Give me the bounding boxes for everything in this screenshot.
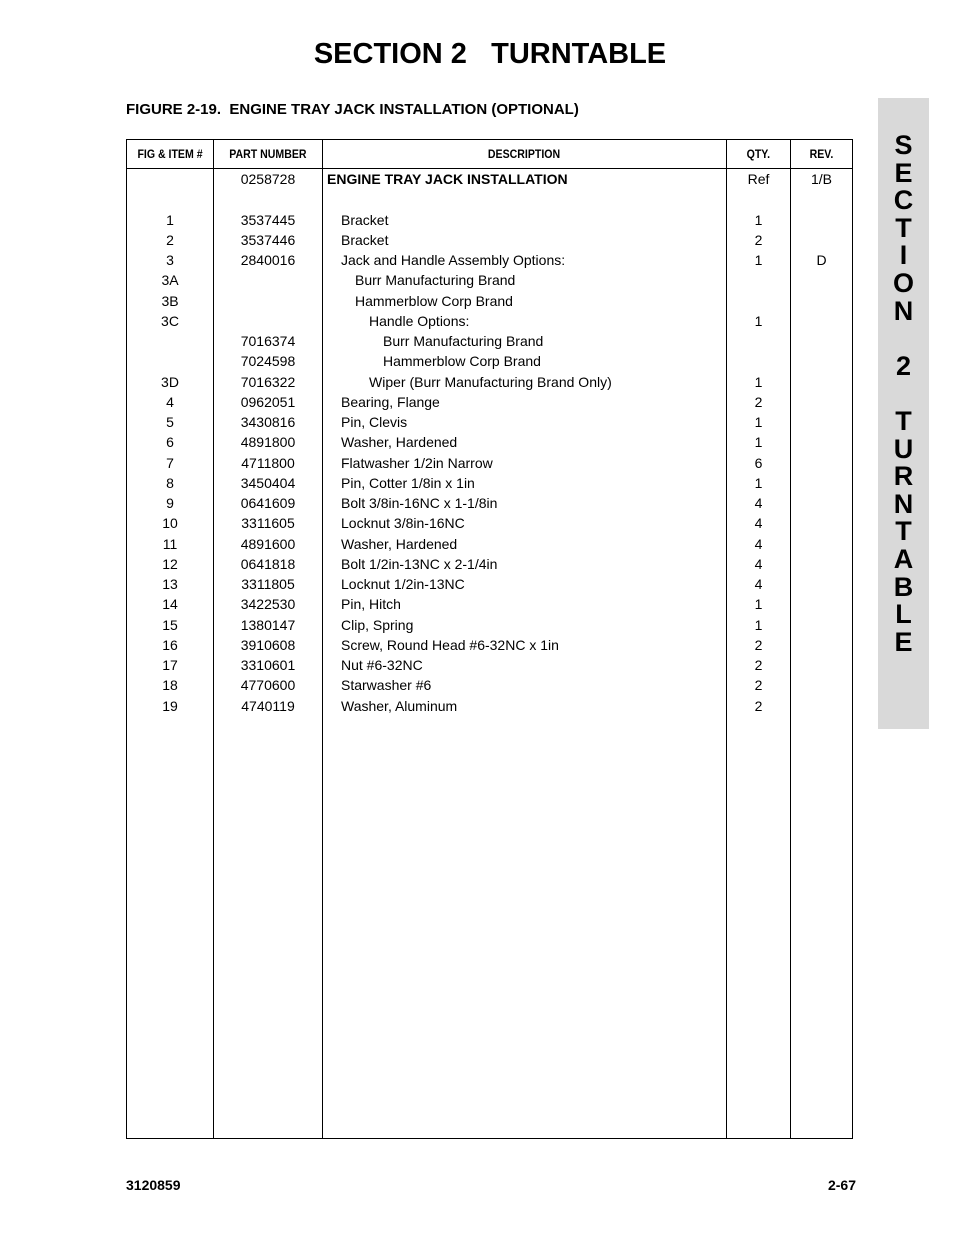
part-description: Locknut 3/8in-16NC <box>341 515 465 532</box>
part-number: 0641609 <box>240 495 296 511</box>
quantity: 2 <box>754 636 763 653</box>
item-number: 4 <box>166 393 174 410</box>
part-number: 1380147 <box>240 616 296 633</box>
side-tab-letter <box>878 325 929 353</box>
revision <box>791 615 852 635</box>
part-number: 7024598 <box>240 353 296 370</box>
quantity: 4 <box>754 495 763 511</box>
revision <box>791 635 852 655</box>
part-description: Washer, Aluminum <box>341 697 458 714</box>
side-tab-letter: B <box>893 571 914 602</box>
side-tab-letter: I <box>899 240 908 271</box>
part-number: 3311605 <box>241 515 295 532</box>
side-tab-letter: S <box>894 130 913 160</box>
revision: D <box>816 252 827 268</box>
item-number: 7 <box>166 454 174 471</box>
item-number: 12 <box>162 555 178 572</box>
part-number: 7016374 <box>240 333 296 349</box>
side-tab-letter: N <box>893 488 914 519</box>
part-number: 3310601 <box>240 657 296 673</box>
item-number: 10 <box>162 515 178 532</box>
part-description: Locknut 1/2in-13NC <box>341 576 465 592</box>
part-description: ENGINE TRAY JACK INSTALLATION <box>327 171 568 187</box>
parts-table <box>126 139 853 1139</box>
quantity: 4 <box>754 576 763 592</box>
revision <box>791 351 852 371</box>
item-number: 16 <box>162 636 178 653</box>
revision <box>791 675 852 695</box>
part-number: 0641818 <box>240 555 296 572</box>
part-description: Bearing, Flange <box>341 393 440 410</box>
side-tab-letter: E <box>894 626 913 657</box>
item-number: 18 <box>162 677 178 694</box>
item-number: 8 <box>166 474 174 491</box>
revision <box>791 311 852 331</box>
part-description: Wiper (Burr Manufacturing Brand Only) <box>369 373 612 390</box>
revision <box>791 534 852 554</box>
quantity: 1 <box>754 596 763 613</box>
header-rev: REV. <box>791 140 853 169</box>
page-number: 2-67 <box>827 1177 856 1193</box>
part-description: Handle Options: <box>369 312 470 329</box>
part-description: Clip, Spring <box>341 616 414 633</box>
part-number: 7016322 <box>240 373 296 390</box>
quantity <box>727 291 790 311</box>
part-number: 0962051 <box>240 393 296 410</box>
revision <box>791 412 852 432</box>
item-number: 3 <box>166 252 174 268</box>
side-tab-letters <box>878 132 929 656</box>
header-description: DESCRIPTION <box>323 140 727 169</box>
part-number <box>214 311 322 331</box>
part-number: 3422530 <box>240 596 296 613</box>
part-description: Washer, Hardened <box>341 434 458 451</box>
header-qty: QTY. <box>727 140 791 169</box>
side-tab-letter: A <box>893 543 914 574</box>
part-description: Nut #6-32NC <box>341 657 423 673</box>
column-qty <box>727 169 791 1139</box>
part-description: Screw, Round Head #6-32NC x 1in <box>341 636 559 653</box>
part-number: 4770600 <box>240 677 296 694</box>
side-tab-letter: T <box>895 516 912 547</box>
part-description: Bracket <box>341 231 389 248</box>
revision <box>791 291 852 311</box>
section-title: SECTION 2 TURNTABLE <box>313 38 667 70</box>
document-number: 3120859 <box>126 1177 181 1193</box>
part-number: 2840016 <box>240 252 296 268</box>
item-number: 11 <box>162 535 178 552</box>
quantity: 2 <box>754 677 763 694</box>
column-part-number <box>214 169 323 1139</box>
part-number: 3910608 <box>240 636 296 653</box>
quantity: 1 <box>754 414 763 430</box>
part-description: Burr Manufacturing Brand <box>355 272 516 289</box>
quantity <box>727 331 790 351</box>
quantity: 2 <box>754 231 763 248</box>
item-number: 3B <box>161 292 179 309</box>
quantity <box>727 189 790 209</box>
side-tab-letter: 2 <box>895 350 912 381</box>
quantity: 2 <box>754 697 763 714</box>
quantity: 4 <box>754 535 763 552</box>
part-description: Pin, Cotter 1/8in x 1in <box>341 474 475 491</box>
quantity: 1 <box>754 312 763 329</box>
side-tab-letter: T <box>895 405 912 436</box>
part-description: Bolt 3/8in-16NC x 1-1/8in <box>341 495 498 511</box>
revision <box>791 210 852 230</box>
side-tab-letter: R <box>893 461 914 492</box>
side-tab-letter: N <box>893 295 914 326</box>
quantity: 2 <box>754 393 763 410</box>
item-number <box>127 351 213 371</box>
revision <box>791 230 852 250</box>
side-tab-letter: O <box>892 267 914 298</box>
revision <box>791 432 852 452</box>
revision <box>791 554 852 574</box>
part-description: Bracket <box>341 211 389 228</box>
item-number: 17 <box>162 657 178 673</box>
part-number <box>214 291 322 311</box>
part-number: 3537446 <box>240 231 296 248</box>
revision <box>791 270 852 290</box>
item-number <box>127 169 213 189</box>
revision <box>791 453 852 473</box>
revision <box>791 372 852 392</box>
item-number: 3C <box>161 312 179 329</box>
revision <box>791 513 852 533</box>
quantity <box>727 351 790 371</box>
quantity <box>727 270 790 290</box>
quantity: 6 <box>754 454 763 471</box>
quantity: 1 <box>754 474 763 491</box>
item-number: 3D <box>161 373 179 390</box>
revision: 1/B <box>810 171 832 187</box>
part-description: Starwasher #6 <box>341 677 432 694</box>
item-number: 6 <box>166 434 174 451</box>
quantity: 4 <box>754 555 763 572</box>
item-number <box>127 189 213 209</box>
part-number: 4711800 <box>241 454 295 471</box>
part-number: 4740119 <box>241 697 295 714</box>
revision <box>791 493 852 513</box>
part-number: 4891800 <box>240 434 296 451</box>
item-number: 13 <box>162 576 178 592</box>
part-number <box>214 189 322 209</box>
item-number: 15 <box>162 616 178 633</box>
revision <box>791 696 852 716</box>
part-description: Burr Manufacturing Brand <box>383 333 544 349</box>
part-description: Jack and Handle Assembly Options: <box>341 252 566 268</box>
item-number: 3A <box>161 272 179 289</box>
part-number: 0258728 <box>240 171 296 187</box>
part-number <box>214 270 322 290</box>
part-number: 4891600 <box>240 535 296 552</box>
revision <box>791 655 852 675</box>
part-number: 3537445 <box>240 211 296 228</box>
part-description: Washer, Hardened <box>341 535 458 552</box>
part-description: Pin, Clevis <box>341 414 408 430</box>
revision <box>791 392 852 412</box>
side-tab-letter: L <box>895 599 912 630</box>
item-number <box>127 331 213 351</box>
side-tab-letter: U <box>893 433 914 464</box>
item-number: 14 <box>162 596 178 613</box>
part-description: Flatwasher 1/2in Narrow <box>341 454 493 471</box>
figure-title: FIGURE 2-19. ENGINE TRAY JACK INSTALLATION (OPTIONAL) <box>126 101 579 118</box>
quantity: 1 <box>754 616 763 633</box>
quantity: 1 <box>754 373 763 390</box>
item-number: 5 <box>166 414 174 430</box>
column-rev <box>791 169 853 1139</box>
item-number: 9 <box>166 495 174 511</box>
part-description <box>323 189 726 209</box>
quantity: 2 <box>754 657 763 673</box>
part-number: 3430816 <box>240 414 296 430</box>
revision <box>791 331 852 351</box>
revision <box>791 189 852 209</box>
header-part-number: PART NUMBER <box>214 140 323 169</box>
part-description: Pin, Hitch <box>341 596 401 613</box>
header-fig-item: FIG & ITEM # <box>127 140 214 169</box>
revision <box>791 473 852 493</box>
section-side-tab <box>878 98 929 729</box>
part-description: Hammerblow Corp Brand <box>355 292 513 309</box>
item-number: 1 <box>166 211 174 228</box>
side-tab-letter: C <box>893 185 914 216</box>
item-number: 2 <box>166 231 174 248</box>
table-header-row <box>127 140 853 169</box>
quantity: 4 <box>754 515 763 532</box>
column-description <box>323 169 727 1139</box>
part-number: 3311805 <box>241 576 295 592</box>
quantity: 1 <box>754 252 763 268</box>
quantity: 1 <box>754 211 763 228</box>
quantity: Ref <box>747 171 770 187</box>
side-tab-letter: T <box>895 212 912 243</box>
part-description: Bolt 1/2in-13NC x 2-1/4in <box>341 555 498 572</box>
part-number: 3450404 <box>240 474 296 491</box>
column-fig-item <box>127 169 214 1139</box>
revision <box>791 574 852 594</box>
quantity: 1 <box>754 434 763 451</box>
revision <box>791 594 852 614</box>
side-tab-letter: E <box>894 157 913 188</box>
item-number: 19 <box>162 697 178 714</box>
part-description: Hammerblow Corp Brand <box>383 353 541 370</box>
side-tab-letter <box>878 380 929 408</box>
